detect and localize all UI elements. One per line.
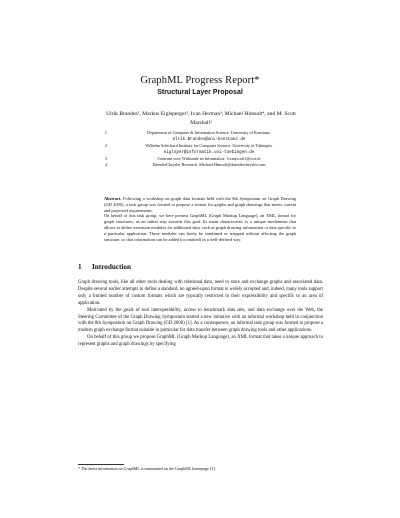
body-paragraph-2: Motivated by the goals of tool interoperability, access to benchmark data sets, and data exchange over the Web, the Steering Committee of the Graph Drawing Symposium started a new initiative with an informal workshop held in conjunction with the 8th Symposium on Graph Drawing (GD 2000) [1]. As a consequence, an informal task group was formed to propose a modern graph exchange format suitable in particular for data transfer between graph drawing tools and other applications.: [78, 307, 323, 334]
abstract-paragraph-1: Following a workshop on graph data formats held with the 8th Symposium on Graph Drawing (GD 2000), a task group was formed to propose a format for graphs and graph drawings that meets current and projected requirements.: [104, 196, 296, 213]
affiliation-list: [95, 130, 307, 168]
affiliation-number: 3: [104, 156, 107, 162]
affiliation-2: [95, 143, 307, 156]
affiliation-1: [95, 130, 307, 143]
body-paragraph-1: Graph drawing tools, like all other tools dealing with relational data, need to store and exchange graphs and associated data. Despite several earlier attempts to define a standard, no agreed-upon format is widely accepted and, indeed, many tools support only a limited number of custom formats which are typically restricted in their expressibility and specific to an area of application.: [78, 280, 323, 306]
affiliation-text: Wilhelm Schickard Institute for Computer Science, University of Tübingen.: [145, 143, 273, 149]
affiliation-number: 2: [104, 143, 107, 149]
abstract: [104, 196, 296, 242]
author-list: Ulrik Brandes¹, Markus Eiglsperger², Ivan Herman³, Michael Himsolt⁴, and M. Scott Marshall³: [106, 111, 296, 126]
abstract-paragraph-2: On behalf of this task group, we here present GraphML (Graph Markup Language), an XML format for graph structures, as an initial step towards this goal. Its main characteristic is a unique mechanism that allows to define extension modules for additional data, such as graph drawing information or data specific to a particular application. These modules can freely be combined or stripped without affecting the graph structure, so that information can be added (or omitted) in a well-defined way.: [104, 213, 296, 242]
affiliation-number: 4: [104, 161, 107, 167]
affiliation-text: Department of Computer & Information Science, University of Konstanz.: [147, 130, 271, 135]
paper-subtitle: Structural Layer Proposal: [157, 89, 243, 96]
affiliation-email: eiglsper@informatik.uni-tuebingen.de: [163, 150, 255, 155]
affiliation-number: 1: [104, 130, 107, 135]
footnote: * The latest information on GraphML is maintained on the GraphML homepage [2].: [78, 466, 216, 471]
body-text: [78, 280, 323, 349]
affiliation-email: Ulrik.Brandes@uni-konstanz.de: [172, 137, 246, 142]
paper-title: GraphML Progress Report*: [140, 75, 260, 86]
section-title: Introduction: [92, 263, 132, 271]
section-heading: [78, 263, 131, 271]
body-paragraph-3: On behalf of this group we propose GraphML (Graph Markup Language), an XML format that takes a unique approach to represent graphs and graph drawings by specifying: [78, 335, 323, 348]
footnote-divider: [78, 464, 124, 465]
affiliation-4: [95, 162, 307, 168]
section-number: 1: [78, 263, 82, 271]
abstract-label: Abstract.: [104, 196, 122, 201]
affiliation-text: Centrum voor Wiskunde en Informatica. {ivan|scott}@cwi.nl: [157, 156, 261, 162]
affiliation-text: DaimlerChrysler Research. Michael.Himsolt@daimlerchrysler.com: [152, 161, 266, 167]
